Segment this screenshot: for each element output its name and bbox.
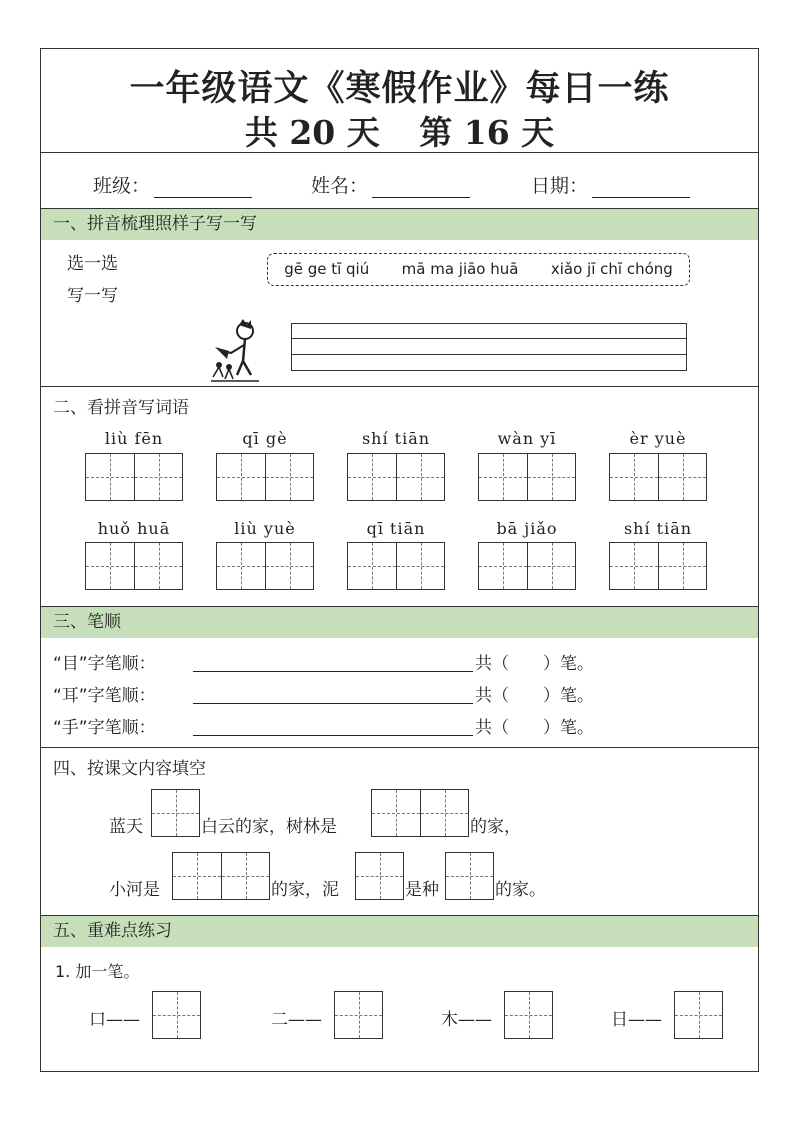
pinyin-choice-box	[267, 253, 690, 286]
base-character: 二——	[271, 1010, 322, 1030]
fill-text: 小河是	[109, 880, 160, 900]
date-label: 日期：	[531, 175, 589, 197]
writing-grid[interactable]	[334, 991, 383, 1039]
base-character: 木——	[441, 1010, 492, 1030]
section-heading: 五、重难点练习	[41, 916, 758, 947]
stroke-order-label: “手”字笔顺：	[53, 718, 156, 738]
stroke-order-label: “目”字笔顺：	[53, 654, 156, 674]
class-field	[93, 171, 252, 198]
pinyin-prompt: shí tiān	[623, 519, 693, 538]
name-blank[interactable]	[372, 179, 470, 198]
fill-text: 的家，泥	[271, 880, 339, 900]
pinyin-prompt: liù yuè	[234, 519, 296, 538]
choice-option[interactable]: xiǎo jī chī chóng	[550, 260, 673, 278]
writing-grid[interactable]	[85, 453, 183, 501]
current-day: 第 16 天	[419, 113, 555, 152]
fill-text: 的家。	[495, 880, 546, 900]
class-label: 班级：	[93, 175, 151, 197]
divider	[41, 152, 758, 153]
section-heading: 三、笔顺	[41, 607, 758, 638]
divider	[41, 747, 758, 748]
pinyin-prompt: qī gè	[242, 429, 288, 448]
writing-grid[interactable]	[445, 852, 494, 900]
stroke-order-blank[interactable]	[193, 671, 473, 672]
pinyin-prompt: wàn yī	[497, 429, 557, 448]
choice-option[interactable]: mā ma jiāo huā	[401, 260, 519, 278]
writing-grid[interactable]	[152, 991, 201, 1039]
question-text: 1. 加一笔。	[55, 962, 140, 981]
fill-text: 白云的家，树林是	[201, 817, 337, 837]
fill-text: 的家，	[470, 817, 521, 837]
divider	[41, 386, 758, 387]
writing-grid[interactable]	[609, 542, 707, 590]
pinyin-prompt: huǒ huā	[97, 519, 171, 538]
stroke-count: 共（ ）笔。	[475, 686, 594, 706]
fill-text: 是种	[405, 880, 439, 900]
base-character: 口——	[89, 1010, 140, 1030]
instruction-select: 选一选	[67, 254, 118, 274]
worksheet	[40, 48, 759, 1072]
section-heading: 四、按课文内容填空	[53, 759, 206, 779]
pinyin-prompt: èr yuè	[629, 429, 687, 448]
fill-text: 蓝天	[109, 817, 143, 837]
stroke-order-label: “耳”字笔顺：	[53, 686, 156, 706]
pinyin-prompt: liù fēn	[104, 429, 164, 448]
name-label: 姓名：	[311, 175, 369, 197]
date-field	[531, 171, 690, 198]
writing-grid[interactable]	[355, 852, 404, 900]
writing-grid[interactable]	[347, 453, 445, 501]
writing-grid[interactable]	[85, 542, 183, 590]
name-field	[311, 171, 470, 198]
date-blank[interactable]	[592, 179, 690, 198]
class-blank[interactable]	[154, 179, 252, 198]
writing-grid[interactable]	[151, 789, 200, 837]
writing-grid[interactable]	[216, 453, 314, 501]
writing-grid[interactable]	[674, 991, 723, 1039]
child-watering-flowers-icon	[209, 317, 267, 385]
writing-grid[interactable]	[478, 542, 576, 590]
writing-grid[interactable]	[371, 789, 469, 837]
writing-grid[interactable]	[172, 852, 270, 900]
instruction-write: 写一写	[67, 286, 118, 306]
worksheet-title: 一年级语文《寒假作业》每日一练	[129, 68, 670, 109]
stroke-order-blank[interactable]	[193, 703, 473, 704]
writing-lines[interactable]	[291, 323, 687, 371]
total-days: 共 20 天	[244, 113, 380, 152]
writing-grid[interactable]	[609, 453, 707, 501]
day-counter	[41, 107, 758, 154]
stroke-count: 共（ ）笔。	[475, 654, 594, 674]
section-heading: 一、拼音梳理照样子写一写	[41, 209, 758, 240]
pinyin-prompt: qī tiān	[366, 519, 426, 538]
writing-grid[interactable]	[216, 542, 314, 590]
stroke-order-blank[interactable]	[193, 735, 473, 736]
writing-grid[interactable]	[504, 991, 553, 1039]
choice-option[interactable]: gē ge tī qiú	[284, 260, 370, 278]
base-character: 日——	[611, 1010, 662, 1030]
stroke-count: 共（ ）笔。	[475, 718, 594, 738]
writing-grid[interactable]	[478, 453, 576, 501]
pinyin-prompt: bā jiǎo	[496, 519, 558, 538]
section-heading: 二、看拼音写词语	[53, 398, 189, 418]
pinyin-prompt: shí tiān	[361, 429, 431, 448]
writing-grid[interactable]	[347, 542, 445, 590]
